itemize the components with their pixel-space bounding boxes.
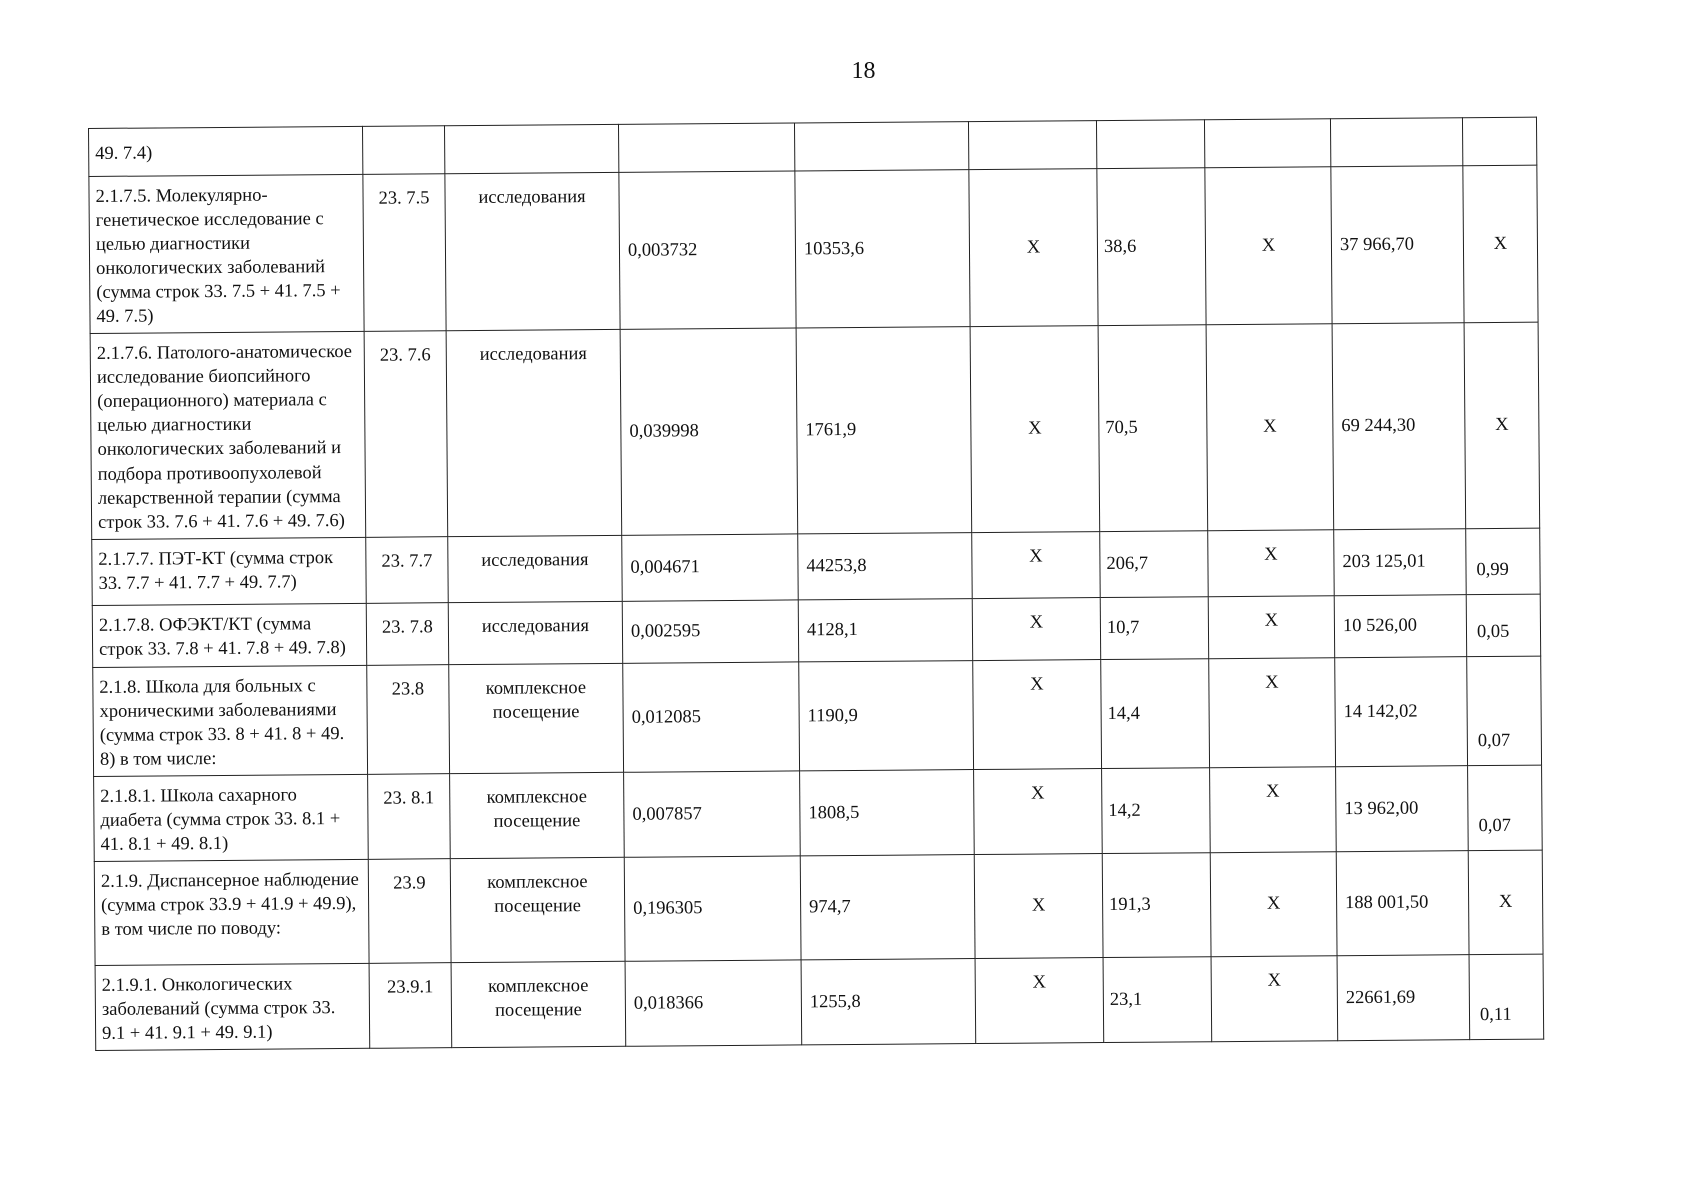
row-financing: 13 962,00	[1336, 766, 1469, 852]
row-financing: 203 125,01	[1334, 528, 1467, 595]
row-last	[1462, 117, 1536, 166]
row-code: 23.8	[367, 664, 450, 774]
row-value: 191,3	[1102, 853, 1211, 958]
row-last: 0,99	[1466, 528, 1541, 595]
row-x2: Х	[1211, 956, 1338, 1042]
row-x2: Х	[1210, 767, 1337, 853]
row-financing: 14 142,02	[1335, 656, 1468, 766]
row-name: 2.1.8.1. Школа сахарного диабета (сумма строк 33. 8.1 + 41. 8.1 + 49. 8.1)	[94, 774, 369, 861]
table-row	[94, 850, 1543, 965]
row-unit: исследования	[448, 535, 623, 602]
row-norm: 0,007857	[624, 771, 801, 858]
row-cost: 1761,9	[796, 327, 972, 534]
row-cost	[794, 122, 968, 171]
row-x1: Х	[970, 326, 1100, 532]
row-value: 38,6	[1097, 168, 1206, 326]
table-row	[94, 765, 1543, 862]
row-last: Х	[1464, 322, 1540, 528]
row-unit: комплексное посещение	[449, 663, 624, 774]
row-name: 2.1.7.6. Патолого-анатомическое исследование биопсийного (операционного) материала с целью диагностики онкологических заболеваний и подбора противоопухолевой лекарственной терапии (сумма строк 33. 7.6 + 41. 7.6 + 49. 7.6)	[90, 332, 366, 540]
row-financing: 188 001,50	[1336, 851, 1469, 956]
row-last: 0,11	[1469, 954, 1544, 1040]
row-x1: Х	[974, 768, 1103, 854]
row-x1: Х	[975, 958, 1104, 1044]
row-unit: комплексное посещение	[450, 772, 625, 859]
row-unit: исследования	[448, 601, 622, 664]
row-name: 2.1.7.5. Молекулярно-генетическое исследование с целью диагностики онкологических заболеваний (сумма строк 33. 7.5 + 41. 7.5 + 49. 7.5)	[89, 174, 364, 333]
row-norm: 0,003732	[619, 171, 796, 330]
row-x1: Х	[973, 659, 1102, 769]
row-value: 14,2	[1102, 768, 1211, 854]
row-financing: 69 244,30	[1332, 323, 1466, 529]
row-name: 2.1.9. Диспансерное наблюдение (сумма строк 33.9 + 41.9 + 49.9), в том числе по поводу:	[94, 859, 369, 965]
row-x2: Х	[1208, 529, 1335, 596]
row-x1: Х	[972, 597, 1100, 660]
row-last: 0,05	[1466, 594, 1540, 657]
row-x2	[1204, 119, 1330, 168]
row-cost: 1255,8	[801, 959, 976, 1046]
row-cost: 1808,5	[800, 769, 975, 856]
row-financing: 22661,69	[1337, 955, 1470, 1041]
row-unit: исследования	[446, 330, 622, 537]
row-norm: 0,018366	[625, 960, 802, 1047]
row-cost: 44253,8	[798, 532, 973, 599]
row-code: 23. 7.8	[366, 602, 448, 665]
row-financing: 37 966,70	[1331, 166, 1464, 324]
row-code: 23.9.1	[369, 963, 452, 1049]
table-row	[92, 528, 1540, 605]
row-value: 10,7	[1100, 596, 1208, 659]
row-x2: Х	[1206, 324, 1334, 530]
row-cost: 10353,6	[795, 170, 970, 329]
row-x2: Х	[1209, 657, 1336, 767]
row-code: 23. 7.6	[364, 331, 448, 537]
row-norm: 0,039998	[620, 328, 798, 535]
row-unit: комплексное посещение	[451, 961, 626, 1048]
row-norm: 0,196305	[624, 856, 801, 961]
table-row	[89, 165, 1538, 334]
row-name: 2.1.7.8. ОФЭКТ/КТ (сумма строк 33. 7.8 + 41. 7.8 + 49. 7.8)	[92, 603, 366, 667]
row-value	[1096, 120, 1204, 169]
row-cost: 4128,1	[798, 598, 972, 661]
row-x2: Х	[1205, 167, 1332, 325]
page-number: 18	[851, 58, 876, 84]
row-unit	[444, 124, 618, 173]
row-value: 70,5	[1098, 325, 1208, 531]
row-x1	[968, 121, 1096, 170]
table-row	[90, 322, 1540, 539]
row-norm: 0,012085	[623, 662, 800, 773]
row-financing	[1330, 118, 1462, 167]
row-last: 0,07	[1467, 656, 1542, 766]
row-unit: исследования	[445, 172, 620, 331]
row-x1: Х	[972, 531, 1101, 598]
table-row	[95, 954, 1544, 1051]
row-unit: комплексное посещение	[450, 857, 625, 962]
row-norm: 0,004671	[622, 534, 799, 601]
row-x1: Х	[974, 854, 1103, 959]
row-cost: 1190,9	[799, 660, 974, 771]
row-value: 14,4	[1101, 658, 1210, 768]
row-name: 2.1.9.1. Онкологических заболеваний (сумма строк 33. 9.1 + 41. 9.1 + 49. 9.1)	[95, 963, 370, 1050]
row-name: 2.1.8. Школа для больных с хроническими заболеваниями (сумма строк 33. 8 + 41. 8 + 49. 8) в том числе:	[93, 665, 368, 776]
row-norm	[618, 123, 794, 172]
row-x2: Х	[1210, 852, 1337, 957]
row-last: 0,07	[1468, 765, 1543, 851]
row-code	[362, 126, 444, 175]
row-value: 206,7	[1100, 530, 1209, 597]
table-row	[92, 594, 1540, 667]
row-x2: Х	[1208, 595, 1334, 658]
row-name: 49. 7.4)	[89, 126, 363, 176]
row-x1: Х	[969, 169, 1098, 327]
row-last: Х	[1468, 850, 1543, 955]
row-code: 23. 7.7	[366, 536, 449, 603]
table-row	[93, 656, 1542, 777]
financing-table	[88, 117, 1544, 1051]
row-financing: 10 526,00	[1334, 594, 1466, 657]
row-last: Х	[1463, 165, 1538, 323]
row-code: 23.9	[368, 859, 451, 964]
row-code: 23. 7.5	[363, 174, 446, 332]
row-value: 23,1	[1103, 957, 1212, 1043]
row-name: 2.1.7.7. ПЭТ-КТ (сумма строк 33. 7.7 + 41. 7.7 + 49. 7.7)	[92, 537, 367, 605]
row-cost: 974,7	[800, 855, 975, 960]
row-norm: 0,002595	[622, 600, 798, 663]
row-code: 23. 8.1	[368, 774, 451, 860]
